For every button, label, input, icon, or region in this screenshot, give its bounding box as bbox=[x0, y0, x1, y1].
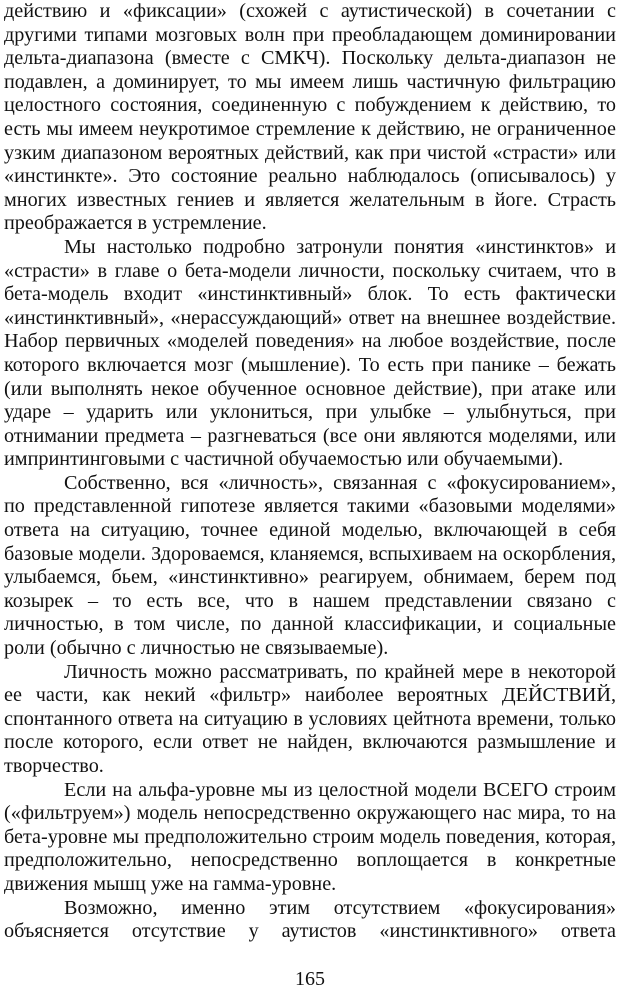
paragraph-4: Личность можно рассматривать, по крайней мере в некоторой ее части, как некий «фильтр» наиболее вероятных ДЕЙСТВИЙ, спонтанного ответа на ситуацию в условиях цейтнота времени, только после которого, если ответ не найден, включаются размышление и творчество. bbox=[4, 660, 616, 777]
paragraph-3: Собственно, вся «личность», связанная с «фокусированием», по представленной гипотезе является такими «базовыми моделями» ответа на ситуацию, точнее единой моделью, включающей в себя базовые модели. Здороваемся, кланяемся, вспыхиваем на оскорбления, улыбаемся, бьем, «инстинктивно» реагируем, обнимаем, берем под козырек – то есть все, что в нашем представлении связано с личностью, в том числе, по данной классификации, и социальные роли (обычно с личностью не связываемые). bbox=[4, 471, 616, 660]
paragraph-1: действию и «фиксации» (схожей с аутистической) в сочетании с другими типами мозговых волн при преобладающем доминировании дельта-диапазона (вместе с СМКЧ). Поскольку дельта-диапазон не подавлен, а доминирует, то мы имеем лишь частичную фильтрацию целостного состояния, соединенную с побуждением к действию, то есть мы имеем неукротимое стремление к действию, не ограниченное узким диапазоном вероятных действий, как при чистой «страсти» или «инстинкте». Это состояние реально наблюдалось (описывалось) у многих известных гениев и является желательным в йоге. Страсть преображается в устремление. bbox=[4, 0, 616, 235]
page-number: 165 bbox=[295, 968, 325, 990]
paragraph-2: Мы настолько подробно затронули понятия «инстинктов» и «страсти» в главе о бета-модели личности, поскольку считаем, что в бета-модель входит «инстинктивный» блок. То есть фактически «инстинктивный», «нерассуждающий» ответ на внешнее воздействие. Набор первичных «моделей поведения» на любое воздействие, после которого включается мозг (мышление). То есть при панике – бежать (или выполнять некое обученное основное действие), при атаке или ударе – ударить или уклониться, при улыбке – улыбнуться, при отнимании предмета – разгневаться (все они являются моделями, или импринтинговыми с частичной обучаемостью или обучаемыми). bbox=[4, 235, 616, 471]
paragraph-6: Возможно, именно этим отсутствием «фокусирования» объясняется отсутствие у аутистов «инстинктивного» ответа bbox=[4, 896, 616, 943]
paragraph-5: Если на альфа-уровне мы из целостной модели ВСЕГО строим («фильтруем») модель непосредственно окружающего нас мира, то на бета-уровне мы предположительно строим модель поведения, которая, предположительно, непосредственно воплощается в конкретные движения мышц уже на гамма-уровне. bbox=[4, 778, 616, 895]
